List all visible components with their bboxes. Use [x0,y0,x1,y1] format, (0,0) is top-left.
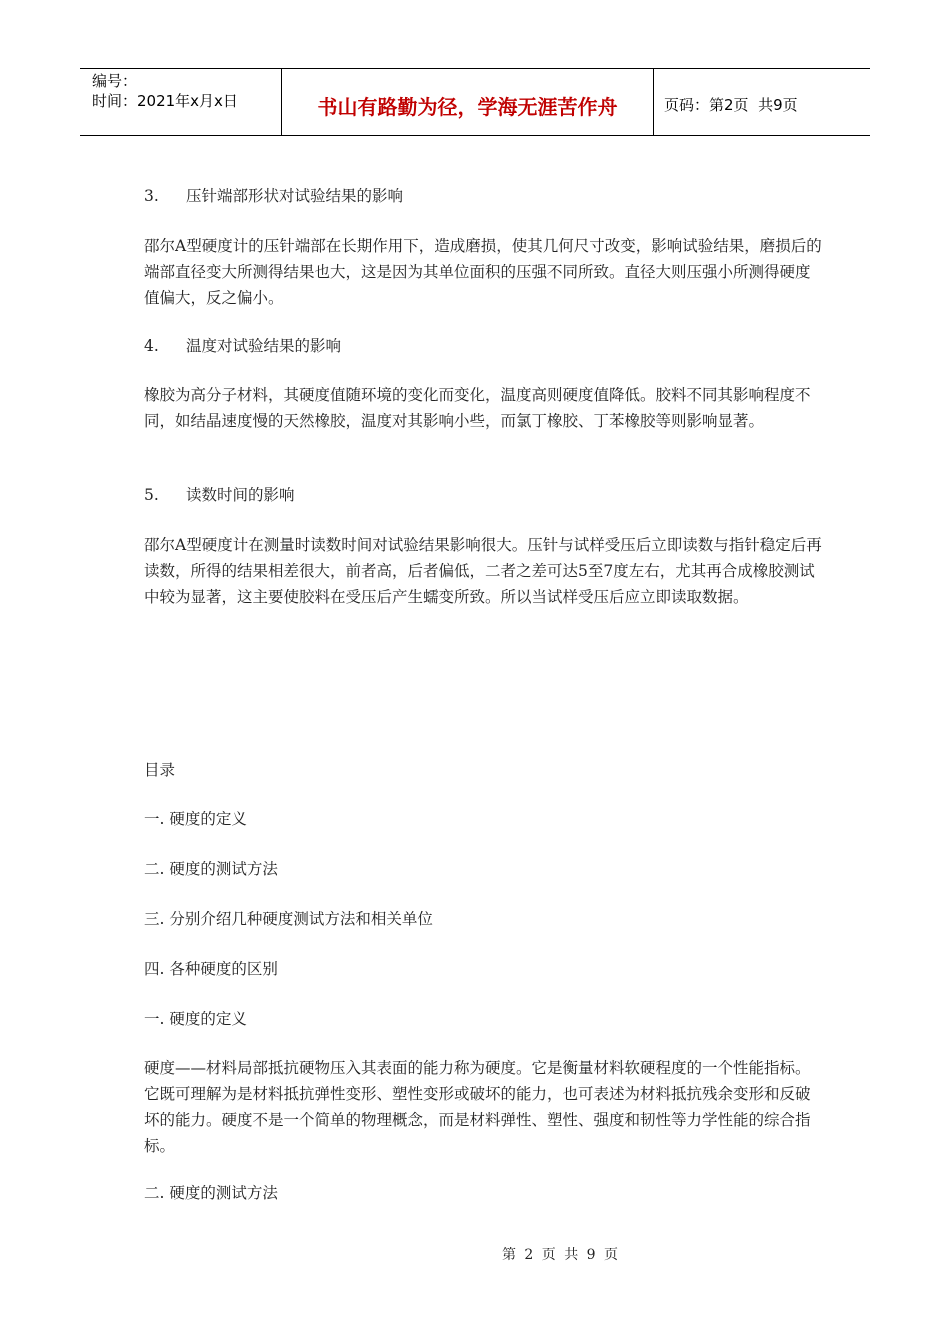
section-heading-3 [144,183,824,209]
section-heading-4 [144,333,824,359]
header-motto: 书山有路勤为径，学海无涯苦作舟 [282,69,654,135]
number-label: 编号： [92,72,138,90]
paragraph: 硬度——材料局部抵抗硬物压入其表面的能力称为硬度。它是衡量材料软硬程度的一个性能指标。它既可理解为是材料抵抗弹性变形、塑性变形或破坏的能力，也可表述为材料抵抗残余变形和反破坏的能力。硬度不是一个简单的物理概念，而是材料弹性、塑性、强度和韧性等力学性能的综合指标。 [144,1059,811,1155]
section-number: 4. [144,337,159,355]
date-label: 时间：2021年x月x日 [92,92,238,110]
toc-item: 三. 分别介绍几种硬度测试方法和相关单位 [144,910,433,928]
toc-title: 目录 [144,761,176,779]
paragraph: 橡胶为高分子材料，其硬度值随环境的变化而变化，温度高则硬度值降低。胶料不同其影响程度不同，如结晶速度慢的天然橡胶，温度对其影响小些，而氯丁橡胶、丁苯橡胶等则影响显著。 [144,386,811,430]
section-heading: 二. 硬度的测试方法 [144,1184,278,1202]
page-header [80,68,870,136]
toc-item: 二. 硬度的测试方法 [144,860,278,878]
section-heading: 一. 硬度的定义 [144,1010,247,1028]
section-heading-5 [144,482,824,508]
section-title: 温度对试验结果的影响 [186,337,342,355]
header-info-cell [80,69,282,135]
section-number: 3. [144,187,159,205]
section-number: 5. [144,486,159,504]
section-title: 读数时间的影响 [186,486,295,504]
header-page-cell [654,69,870,135]
section-title: 压针端部形状对试验结果的影响 [186,187,404,205]
header-page-label: 页码：第2页 共9页 [664,95,798,114]
toc-item: 一. 硬度的定义 [144,810,247,828]
page-footer: 第 2 页 共 9 页 [501,1247,619,1263]
paragraph: 邵尔A型硬度计的压针端部在长期作用下，造成磨损，使其几何尺寸改变，影响试验结果，磨损后的端部直径变大所测得结果也大，这是因为其单位面积的压强不同所致。直径大则压强小所测得硬度值偏大，反之偏小。 [144,237,822,307]
toc-item: 四. 各种硬度的区别 [144,960,278,978]
paragraph: 邵尔A型硬度计在测量时读数时间对试验结果影响很大。压针与试样受压后立即读数与指针稳定后再读数，所得的结果相差很大，前者高，后者偏低，二者之差可达5至7度左右，尤其再合成橡胶测试中较为显著，这主要使胶料在受压后产生蠕变所致。所以当试样受压后应立即读取数据。 [144,536,822,606]
